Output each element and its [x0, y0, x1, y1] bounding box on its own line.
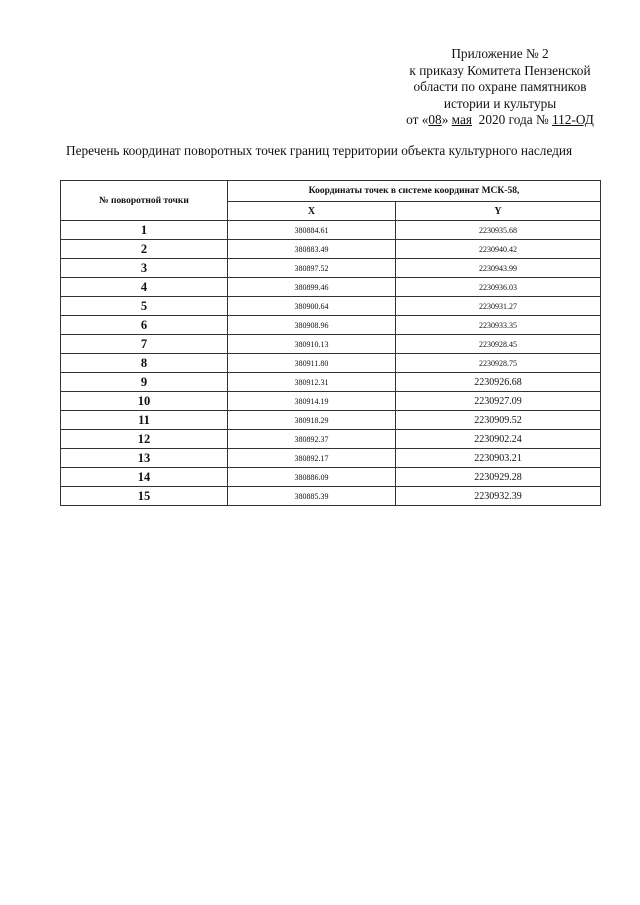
table-row [61, 297, 601, 316]
point-number-cell: 3 [61, 259, 228, 278]
table-row [61, 411, 601, 430]
table-row [61, 468, 601, 487]
point-number-cell: 4 [61, 278, 228, 297]
table-row [61, 449, 601, 468]
table-row [61, 373, 601, 392]
coordinates-table [60, 180, 601, 506]
table-row [61, 278, 601, 297]
table-row [61, 259, 601, 278]
x-coordinate-cell: 380900.64 [228, 297, 396, 316]
committee-name-line-2: истории и культуры [443, 95, 557, 111]
x-coordinate-cell: 380897.52 [228, 259, 396, 278]
x-coordinate-cell: 380886.09 [228, 468, 396, 487]
point-number-cell: 6 [61, 316, 228, 335]
point-number-cell: 7 [61, 335, 228, 354]
x-coordinate-cell: 380892.17 [228, 449, 396, 468]
point-number-cell: 1 [61, 221, 228, 240]
x-coordinate-cell: 380918.29 [228, 411, 396, 430]
y-coordinate-cell: 2230933.35 [396, 316, 601, 335]
point-number-cell: 14 [61, 468, 228, 487]
y-coordinate-cell: 2230929.28 [396, 468, 601, 487]
x-coordinate-cell: 380908.96 [228, 316, 396, 335]
order-reference-line: к приказу Комитета Пензенской [409, 62, 591, 78]
table-row [61, 316, 601, 335]
y-coordinate-cell: 2230928.45 [396, 335, 601, 354]
point-number-header: № поворотной точки [61, 181, 228, 221]
x-coordinate-cell: 380899.46 [228, 278, 396, 297]
y-coordinate-cell: 2230909.52 [396, 411, 601, 430]
point-number-cell: 8 [61, 354, 228, 373]
x-coordinate-cell: 380883.49 [228, 240, 396, 259]
point-number-cell: 9 [61, 373, 228, 392]
y-coordinate-cell: 2230936.03 [396, 278, 601, 297]
y-column-header: Y [396, 202, 601, 221]
x-coordinate-cell: 380914.19 [228, 392, 396, 411]
point-number-cell: 11 [61, 411, 228, 430]
order-month: мая [451, 112, 473, 127]
coordinates-table-body [61, 221, 601, 506]
document-title: Перечень координат поворотных точек границ территории объекта культурного наследия [66, 143, 573, 158]
order-date-line [380, 112, 620, 129]
order-day: 08 [428, 112, 442, 127]
x-coordinate-cell: 380912.31 [228, 373, 396, 392]
x-coordinate-cell: 380884.61 [228, 221, 396, 240]
committee-name-line: области по охране памятников [413, 79, 587, 94]
date-year: 2020 года № [472, 112, 552, 127]
point-number-cell: 5 [61, 297, 228, 316]
table-row [61, 487, 601, 506]
point-number-cell: 15 [61, 487, 228, 506]
y-coordinate-cell: 2230932.39 [396, 487, 601, 506]
y-coordinate-cell: 2230935.68 [396, 221, 601, 240]
x-coordinate-cell: 380911.80 [228, 354, 396, 373]
table-row [61, 392, 601, 411]
point-number-cell: 12 [61, 430, 228, 449]
coordinate-system-header: Координаты точек в системе координат МСК-58, [228, 181, 601, 202]
x-coordinate-cell: 380892.37 [228, 430, 396, 449]
point-number-cell: 10 [61, 392, 228, 411]
x-column-header: X [228, 202, 396, 221]
y-coordinate-cell: 2230940.42 [396, 240, 601, 259]
y-coordinate-cell: 2230931.27 [396, 297, 601, 316]
appendix-header [380, 46, 620, 129]
table-row [61, 354, 601, 373]
x-coordinate-cell: 380910.13 [228, 335, 396, 354]
appendix-number: Приложение № 2 [451, 46, 549, 61]
y-coordinate-cell: 2230926.68 [396, 373, 601, 392]
table-row [61, 335, 601, 354]
y-coordinate-cell: 2230943.99 [396, 259, 601, 278]
point-number-cell: 13 [61, 449, 228, 468]
table-row [61, 221, 601, 240]
date-prefix: от « [406, 112, 429, 127]
order-number: 112-ОД [551, 112, 594, 127]
table-row [61, 430, 601, 449]
y-coordinate-cell: 2230903.21 [396, 449, 601, 468]
point-number-cell: 2 [61, 240, 228, 259]
y-coordinate-cell: 2230902.24 [396, 430, 601, 449]
y-coordinate-cell: 2230927.09 [396, 392, 601, 411]
y-coordinate-cell: 2230928.75 [396, 354, 601, 373]
date-sep: » [441, 112, 452, 127]
table-row [61, 240, 601, 259]
x-coordinate-cell: 380885.39 [228, 487, 396, 506]
